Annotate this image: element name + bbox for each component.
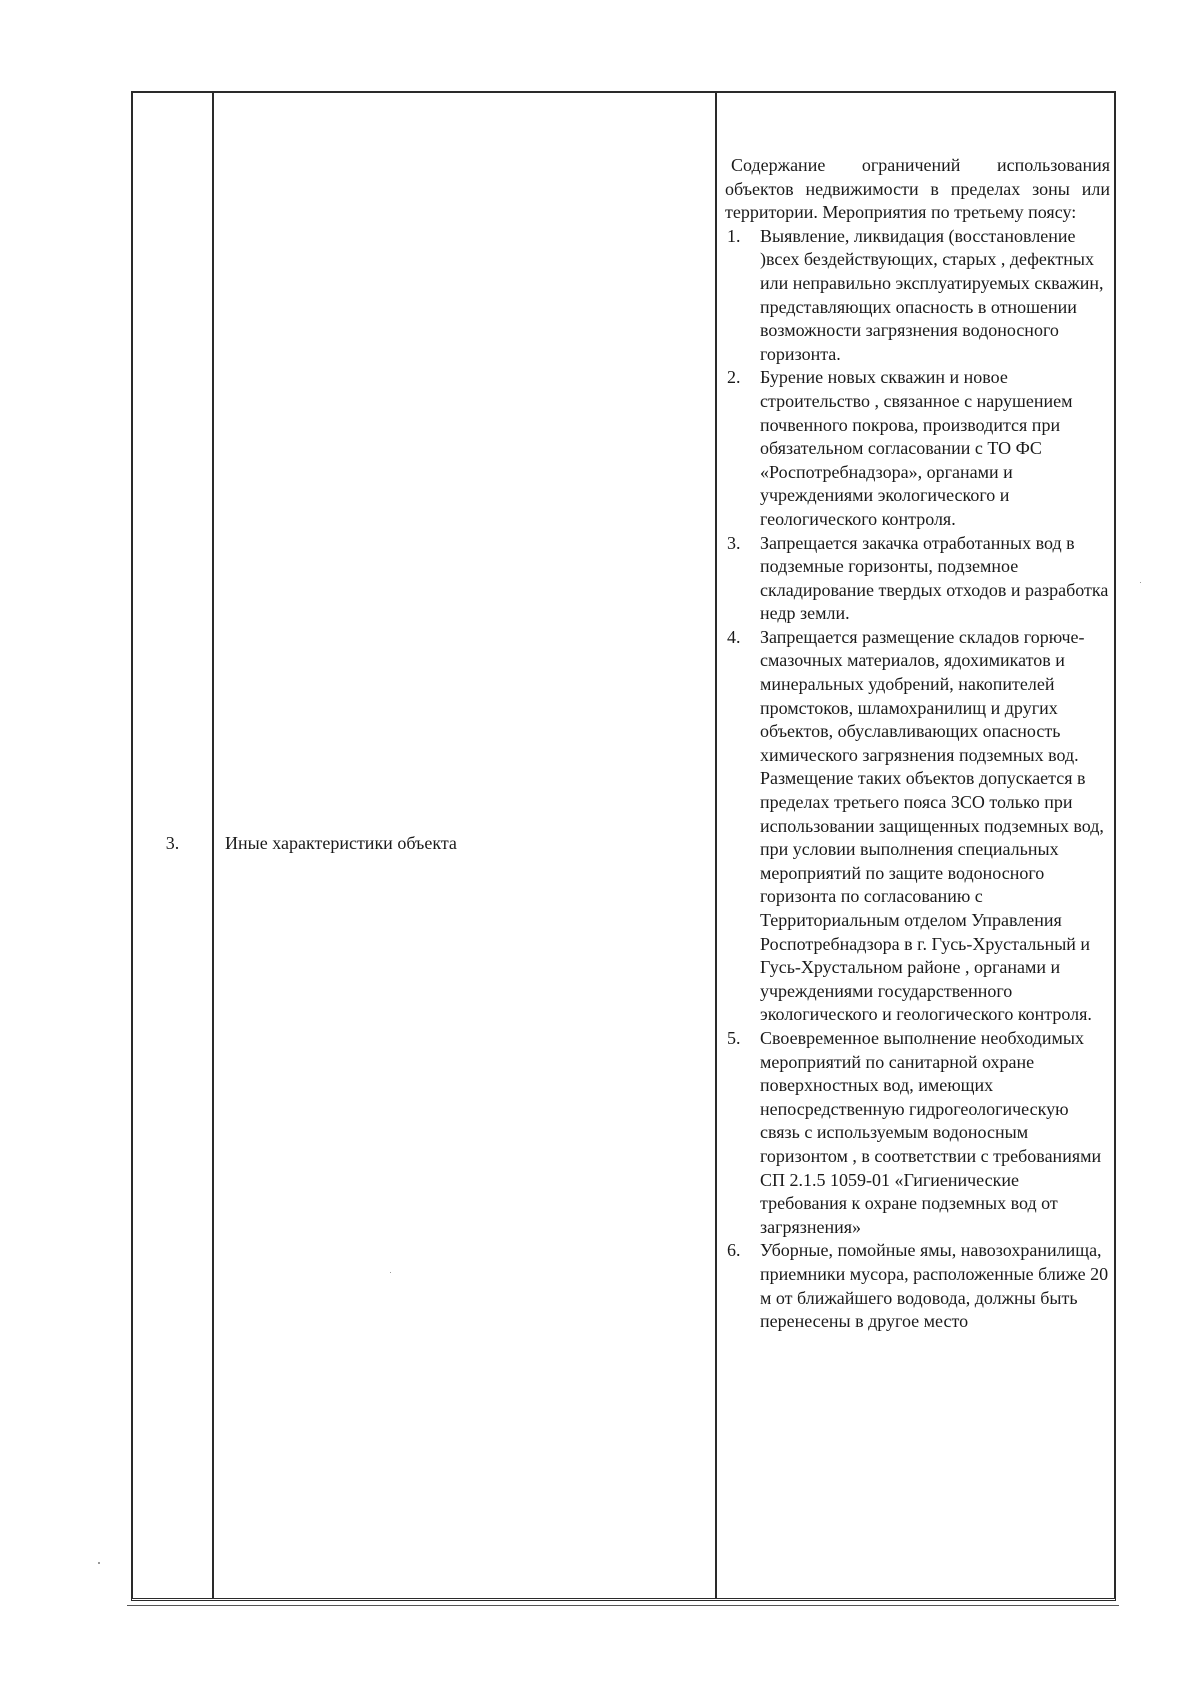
list-item-text: Своевременное выполнение необходимых мероприятий по санитарной охране поверхностных вод, имеющих непосредственную гидрогеологическую связь с используемым водоносным горизонтом , в соответствии с требованиями СП 2.1.5 1059-01 «Гигиенические требования к охране подземных вод от загрязнения» (760, 1027, 1102, 1237)
measures-list (725, 225, 1110, 1334)
row-label-cell: Иные характеристики объекта (225, 833, 457, 853)
list-item-number: 2. (727, 367, 741, 388)
list-item (725, 1027, 1110, 1239)
list-item-text: Запрещается размещение складов горюче-смазочных материалов, ядохимикатов и минеральных удобрений, накопителей промстоков, шламохранилищ и других объектов, обуславливающих опасность химического загрязнения подземных вод. Размещение таких объектов допускается в пределах третьего пояса ЗСО только при использовании защищенных подземных вод, при условии выполнения специальных мероприятий по защите водоносного горизонта по согласованию с Территориальным отделом Управления Роспотребнадзора в г. Гусь-Хрустальный и Гусь-Хрустальном районе , органами и учреждениями государственного экологического и геологического контроля. (760, 626, 1104, 1025)
list-item (725, 1239, 1110, 1333)
characteristics-table (131, 91, 1116, 1601)
list-item-text: Выявление, ликвидация (восстановление )всех бездействующих, старых , дефектных или неправильно эксплуатируемых скважин, представляющих опасность в отношении возможности загрязнения водоносного горизонта. (760, 225, 1104, 364)
list-item-text: Уборные, помойные ямы, навозохранилища, приемники мусора, расположенные ближе 20 м от ближайшего водовода, должны быть перенесены в другое место (760, 1240, 1109, 1332)
list-item-number: 3. (727, 532, 741, 553)
list-item-number: 5. (727, 1027, 741, 1048)
column-divider-1 (212, 93, 214, 1598)
list-item (725, 626, 1110, 1027)
list-item-number: 1. (727, 225, 741, 246)
list-item-number: 4. (727, 626, 741, 647)
list-item (725, 225, 1110, 367)
row-content-cell (725, 154, 1110, 1334)
column-divider-2 (715, 93, 717, 1598)
list-item (725, 532, 1110, 626)
list-item (725, 366, 1110, 531)
scan-speck (1140, 582, 1141, 583)
list-item-text: Бурение новых скважин и новое строительство , связанное с нарушением почвенного покрова, производится при обязательном согласовании с ТО ФС «Роспотребнадзора», органами и учреждениями экологического и геологического контроля. (760, 367, 1073, 529)
content-intro: Содержание ограничений использования объектов недвижимости в пределах зоны или территории. Мероприятия по третьему поясу: (725, 155, 1110, 223)
list-item-number: 6. (727, 1240, 741, 1261)
row-number-cell: 3. (165, 833, 180, 853)
bottom-rule (127, 1605, 1119, 1606)
scan-speck (390, 1272, 391, 1273)
list-item-text: Запрещается закачка отработанных вод в подземные горизонты, подземное складирование твердых отходов и разработка недр земли. (760, 532, 1109, 624)
scan-speck (98, 1562, 100, 1564)
